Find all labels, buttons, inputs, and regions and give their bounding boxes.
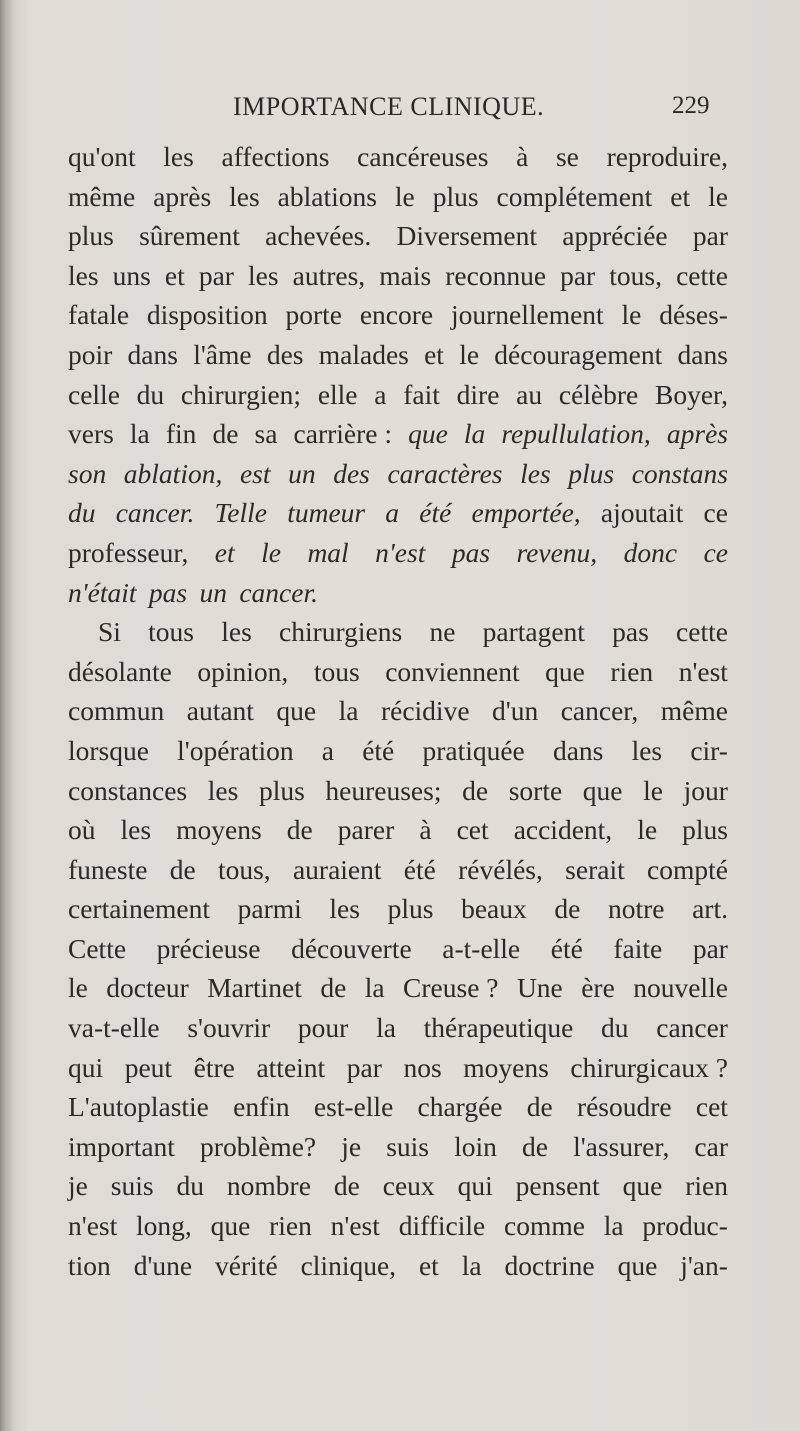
word: carrière : <box>293 418 392 450</box>
word: parmi <box>237 893 302 925</box>
text-line <box>68 335 728 375</box>
word: problème? <box>200 1130 317 1162</box>
word: jour <box>683 774 728 806</box>
word: les <box>68 259 99 291</box>
word: à <box>516 141 529 172</box>
word: que <box>622 1170 663 1202</box>
word: moyens <box>463 1051 549 1083</box>
word: et <box>164 259 185 291</box>
word: par <box>692 932 728 964</box>
word: peut <box>124 1051 173 1083</box>
word: complétement <box>496 180 653 212</box>
word: produc- <box>642 1210 728 1242</box>
word: cette <box>676 259 728 291</box>
word: funeste <box>68 853 148 885</box>
word: tion <box>68 1249 111 1281</box>
word: de <box>521 1130 548 1162</box>
word: le <box>643 774 663 806</box>
text-line <box>68 691 728 731</box>
word: du <box>601 1012 629 1044</box>
word: sûrement <box>139 220 240 252</box>
word: sa <box>254 418 278 450</box>
word: car <box>694 1130 728 1162</box>
word: mal <box>307 536 349 568</box>
word: de <box>333 1170 360 1202</box>
word: du <box>136 378 165 410</box>
word: ablation, <box>123 457 223 489</box>
word: cancer. <box>239 576 318 608</box>
text-line <box>68 533 728 573</box>
word: dans <box>127 338 178 370</box>
word: n'est <box>375 536 426 568</box>
word: fin <box>165 418 197 450</box>
word: pas <box>451 536 491 568</box>
word: nouvelle <box>633 972 728 1004</box>
word: notre <box>607 893 665 925</box>
word: au <box>516 378 543 410</box>
word: a-t-elle <box>442 932 521 964</box>
text-line <box>68 612 728 652</box>
text-line <box>68 968 728 1008</box>
word: chargée <box>417 1091 503 1123</box>
word: art. <box>692 893 728 925</box>
text-line <box>68 493 728 533</box>
word: du <box>68 497 96 529</box>
word: où <box>68 814 96 846</box>
text-line <box>68 731 728 771</box>
text-line <box>68 375 728 415</box>
text-line <box>68 652 728 692</box>
word: même <box>660 695 728 727</box>
word: autres, <box>292 259 366 291</box>
page-number: 229 <box>672 92 710 119</box>
word: de <box>320 972 347 1004</box>
word: reconnue <box>445 259 547 291</box>
word: Telle <box>214 497 267 529</box>
word: un <box>199 576 227 608</box>
word: parer <box>337 814 395 846</box>
word: est <box>239 457 271 489</box>
word: le <box>708 180 728 212</box>
word: même <box>68 180 136 212</box>
word: repullulation, <box>501 418 651 450</box>
word: porte <box>285 299 342 331</box>
word: les <box>329 893 360 925</box>
word: un <box>288 457 316 489</box>
word: fatale <box>68 299 130 331</box>
word: achevées. <box>265 220 372 252</box>
word: elle <box>317 378 358 410</box>
word: ablations <box>277 180 377 212</box>
word: compté <box>647 853 728 885</box>
word: suis <box>110 1170 154 1202</box>
word: ajoutait <box>600 497 684 529</box>
word: les <box>229 180 260 212</box>
word: suis <box>386 1130 429 1162</box>
word: qui <box>457 1170 493 1202</box>
word: emportée, <box>471 497 581 529</box>
text-line <box>68 573 728 613</box>
word: Diversement <box>396 220 538 252</box>
word: important <box>68 1130 175 1162</box>
word: serait <box>565 853 625 885</box>
word: tous <box>313 655 360 687</box>
word: le <box>621 299 642 331</box>
word: qui <box>68 1051 104 1083</box>
text-line <box>68 889 728 929</box>
word: découragement <box>494 338 663 370</box>
word: le <box>459 338 480 370</box>
word: d'une <box>133 1249 193 1281</box>
word: long, <box>136 1210 192 1242</box>
word: découverte <box>291 932 412 964</box>
word: les <box>248 259 279 291</box>
word: loin <box>454 1130 497 1162</box>
word: beaux <box>461 893 527 925</box>
word: vérité <box>215 1249 278 1281</box>
text-line <box>68 177 728 217</box>
word: cette <box>676 616 728 648</box>
word: cet <box>695 1091 728 1123</box>
word: du <box>176 1170 204 1202</box>
text-line <box>68 1087 728 1127</box>
word: les <box>631 734 663 766</box>
word: le <box>261 536 281 568</box>
word: enfin <box>233 1091 290 1123</box>
word: disposition <box>146 299 268 331</box>
word: désolante <box>68 655 172 687</box>
word: affections <box>221 141 330 172</box>
word: ère <box>581 972 615 1004</box>
word: de <box>169 853 196 885</box>
word: s'ouvrir <box>187 1012 271 1044</box>
word: l'opération <box>177 734 294 766</box>
word: poir <box>68 338 113 370</box>
word: de <box>462 774 489 806</box>
word: faite <box>613 932 663 964</box>
word: auraient <box>292 853 382 885</box>
word: Martinet <box>207 972 302 1004</box>
text-line <box>68 137 728 177</box>
word: que <box>545 655 585 687</box>
word: a <box>321 734 335 766</box>
word: le <box>637 814 658 846</box>
word: plus <box>432 180 479 212</box>
word: dans <box>552 734 604 766</box>
word: l'assurer, <box>573 1130 670 1162</box>
word: chirurgiens <box>279 616 403 648</box>
word: mais <box>379 259 432 291</box>
word: j'an- <box>680 1249 728 1281</box>
word: je <box>341 1130 362 1162</box>
word: nombre <box>226 1170 311 1202</box>
word: la <box>338 695 359 727</box>
word: dans <box>677 338 728 370</box>
word: commun <box>68 695 165 727</box>
word: va-t-elle <box>68 1012 160 1044</box>
word: tumeur <box>287 497 366 529</box>
word: la <box>376 1012 396 1044</box>
word: cancer, <box>560 695 639 727</box>
word: les <box>221 616 252 648</box>
word: son <box>68 457 107 489</box>
word: après <box>153 180 212 212</box>
word: tous, <box>609 259 662 291</box>
word: professeur, <box>68 536 189 568</box>
word: chirurgicaux ? <box>570 1051 728 1083</box>
word: cancer <box>656 1012 728 1044</box>
word: clinique, <box>300 1249 397 1281</box>
word: rien <box>610 655 654 687</box>
word: constans <box>631 457 728 489</box>
word: n'est <box>68 1210 118 1242</box>
word: des <box>266 338 304 370</box>
text-line <box>68 256 728 296</box>
word: que <box>617 1249 658 1281</box>
word: encore <box>359 299 434 331</box>
word: les <box>163 141 194 172</box>
word: et <box>424 338 444 370</box>
word: journellement <box>450 299 604 331</box>
word: ne <box>429 616 456 648</box>
word: par <box>692 220 728 252</box>
word: nos <box>403 1051 442 1083</box>
word: autant <box>186 695 254 727</box>
word: les <box>120 814 152 846</box>
word: les <box>520 457 551 489</box>
word: cancer. <box>115 497 195 529</box>
word: celle <box>68 378 120 410</box>
word: a <box>374 378 387 410</box>
text-line <box>68 414 728 454</box>
word: l'âme <box>193 338 252 370</box>
text-line <box>68 295 728 335</box>
text-line <box>68 771 728 811</box>
word: tous, <box>217 853 271 885</box>
word: la <box>463 418 486 450</box>
word: heureuses; <box>325 774 442 806</box>
word: n'est <box>330 1210 380 1242</box>
word: rien <box>269 1210 312 1242</box>
text-line <box>68 1008 728 1048</box>
word: être <box>193 1051 235 1083</box>
word: été <box>403 853 436 885</box>
word: que <box>408 418 448 450</box>
word: Boyer, <box>655 378 728 410</box>
page-header <box>0 92 800 128</box>
word: été <box>362 734 395 766</box>
word: partagent <box>482 616 585 648</box>
gutter-shadow <box>0 0 14 1431</box>
word: et <box>670 180 691 212</box>
word: ce <box>703 497 728 529</box>
text-line <box>68 1166 728 1206</box>
word: revenu, <box>516 536 598 568</box>
word: a <box>385 497 400 529</box>
word: plus <box>68 220 114 252</box>
word: les <box>207 774 239 806</box>
word: et <box>214 536 235 568</box>
word: Creuse ? <box>403 972 499 1004</box>
word: la <box>603 1210 624 1242</box>
word: pour <box>297 1012 349 1044</box>
word: Une <box>516 972 563 1004</box>
word: plus <box>568 457 615 489</box>
text-line <box>68 1206 728 1246</box>
text-line <box>68 850 728 890</box>
word: pas <box>612 616 649 648</box>
word: n'est <box>678 655 728 687</box>
word: lorsque <box>68 734 149 766</box>
word: tous <box>148 616 194 648</box>
word: conviennent <box>385 655 520 687</box>
word: par <box>346 1051 382 1083</box>
word: opinion, <box>197 655 289 687</box>
word: malades <box>318 338 409 370</box>
word: par <box>560 259 596 291</box>
text-line <box>68 454 728 494</box>
word: que <box>582 774 623 806</box>
word: accident, <box>513 814 613 846</box>
word: pensent <box>515 1170 600 1202</box>
word: appréciée <box>562 220 668 252</box>
text-line <box>68 1127 728 1167</box>
word: que <box>276 695 317 727</box>
word: Si <box>98 616 121 648</box>
word: Cette <box>68 932 127 964</box>
word: la <box>129 418 150 450</box>
word: se <box>555 141 579 172</box>
word: par <box>198 259 234 291</box>
word: uns <box>112 259 151 291</box>
word: comme <box>504 1210 585 1242</box>
word: le <box>394 180 415 212</box>
text-line <box>68 810 728 850</box>
word: de <box>526 1091 553 1123</box>
word: thérapeutique <box>423 1012 574 1044</box>
text-line <box>68 1048 728 1088</box>
word: que <box>210 1210 251 1242</box>
word: qu'ont <box>68 141 136 172</box>
word: plus <box>387 893 434 925</box>
word: reproduire, <box>606 141 728 172</box>
word: plus <box>258 774 305 806</box>
word: constances <box>68 774 188 806</box>
word: la <box>364 972 385 1004</box>
text-line <box>68 216 728 256</box>
word: plus <box>682 814 728 846</box>
word: ceux <box>382 1170 435 1202</box>
word: dire <box>456 378 500 410</box>
word: cir- <box>690 734 728 766</box>
word: donc <box>623 536 678 568</box>
word: révélés, <box>458 853 543 885</box>
text-line <box>68 929 728 969</box>
text-line <box>68 1246 728 1286</box>
word: docteur <box>106 972 189 1004</box>
word: caractères <box>387 457 503 489</box>
word: d'un <box>492 695 539 727</box>
word: le <box>68 972 88 1004</box>
word: moyens <box>176 814 262 846</box>
word: à <box>419 814 432 846</box>
word: déses- <box>659 299 728 331</box>
word: et <box>418 1249 439 1281</box>
word: de <box>554 893 581 925</box>
word: rien <box>685 1170 728 1202</box>
word: certainement <box>68 893 210 925</box>
word: sorte <box>508 774 563 806</box>
word: de <box>212 418 239 450</box>
body-text <box>68 137 728 1285</box>
word: doctrine <box>504 1249 595 1281</box>
word: de <box>286 814 313 846</box>
word: L'autoplastie <box>68 1091 209 1123</box>
word: des <box>333 457 370 489</box>
word: fait <box>403 378 440 410</box>
running-title: IMPORTANCE CLINIQUE. <box>233 92 545 121</box>
word: difficile <box>398 1210 486 1242</box>
word: après <box>666 418 728 450</box>
word: été <box>419 497 452 529</box>
word: célèbre <box>558 378 639 410</box>
word: précieuse <box>156 932 261 964</box>
word: récidive <box>380 695 470 727</box>
word: pas <box>148 576 188 608</box>
word: est-elle <box>313 1091 394 1123</box>
word: cet <box>456 814 489 846</box>
word: n'était <box>68 576 137 608</box>
word: la <box>461 1249 482 1281</box>
word: pratiquée <box>422 734 525 766</box>
word: ce <box>703 536 728 568</box>
word: cancéreuses <box>357 141 489 172</box>
word: atteint <box>256 1051 326 1083</box>
word: été <box>550 932 583 964</box>
word: je <box>68 1170 88 1202</box>
word: résoudre <box>576 1091 672 1123</box>
word: chirurgien; <box>180 378 302 410</box>
word: vers <box>68 418 114 450</box>
